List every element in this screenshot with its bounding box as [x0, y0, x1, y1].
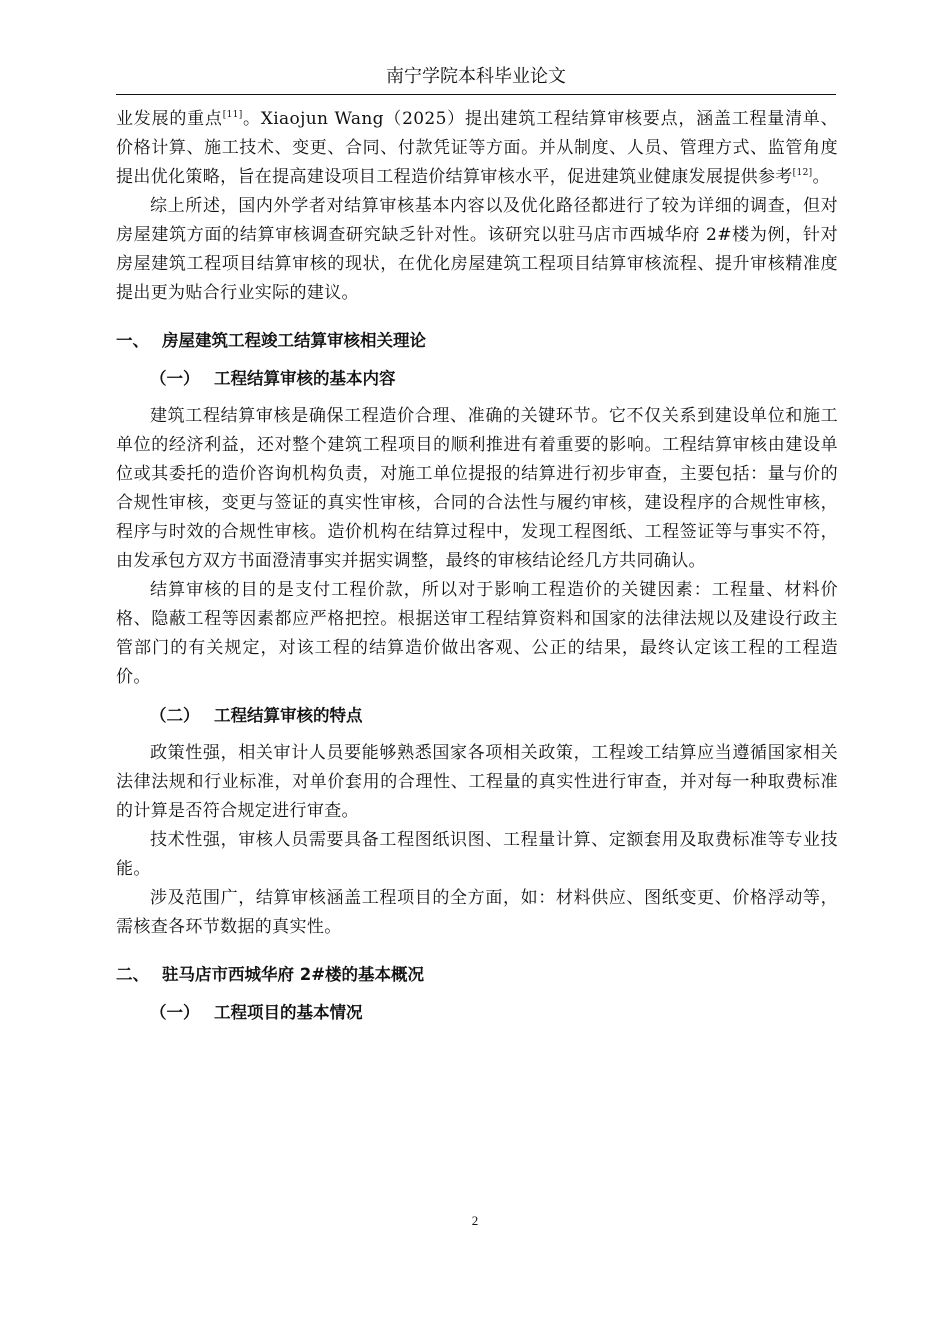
subsection-number: （一）: [150, 1003, 200, 1022]
subsection-heading-1-2: [150, 701, 838, 730]
subsection-title: 工程结算审核的基本内容: [214, 369, 396, 388]
subsection-number: （二）: [150, 706, 200, 725]
section-heading-2: [116, 960, 838, 989]
subsection-heading-1-1: [150, 364, 838, 393]
paragraph: 技术性强，审核人员需要具备工程图纸识图、工程量计算、定额套用及取费标准等专业技能。: [116, 830, 838, 879]
subsection-heading-2-1: [150, 998, 838, 1027]
section-title: 驻马店市西城华府 2#楼的基本概况: [162, 965, 425, 984]
section-title: 房屋建筑工程竣工结算审核相关理论: [162, 331, 426, 350]
body-content: [116, 105, 838, 1036]
paragraph-continued: [116, 105, 838, 192]
paragraph-text: 。Xiaojun Wang（2025）提出建筑工程结算审核要点，涵盖工程量清单、价格计算、施工技术、变更、合同、付款凭证等方面。并从制度、人员、管理方式、监管角度提出优化策略，旨在提高建设项目工程造价结算审核水平，促进建筑业健康发展提供参考: [116, 109, 838, 187]
citation-ref: [12]: [792, 168, 813, 178]
paragraph-text: 。: [812, 167, 830, 187]
paragraph-summary: 综上所述，国内外学者对结算审核基本内容以及优化路径都进行了较为详细的调查，但对房屋建筑方面的结算审核调查研究缺乏针对性。该研究以驻马店市西城华府 2#楼为例，针对房屋建筑工程项目结算审核的现状，在优化房屋建筑工程项目结算审核流程、提升审核精准度提出更为贴合行业实际的建议。: [116, 196, 838, 303]
paragraph: 政策性强，相关审计人员要能够熟悉国家各项相关政策，工程竣工结算应当遵循国家相关法律法规和行业标准，对单价套用的合理性、工程量的真实性进行审查，并对每一种取费标准的计算是否符合规定进行审查。: [116, 743, 838, 821]
page-number: 2: [471, 1213, 479, 1228]
paragraph-text: 业发展的重点: [116, 109, 223, 129]
paragraph: 结算审核的目的是支付工程价款，所以对于影响工程造价的关键因素：工程量、材料价格、隐蔽工程等因素都应严格把控。根据送审工程结算资料和国家的法律法规以及建设行政主管部门的有关规定，对该工程的结算造价做出客观、公正的结果，最终认定该工程的工程造价。: [116, 580, 838, 687]
subsection-title: 工程项目的基本情况: [214, 1003, 363, 1022]
subsection-title: 工程结算审核的特点: [214, 706, 363, 725]
section-number: 一、: [116, 331, 149, 350]
page-header: 南宁学院本科毕业论文: [386, 66, 566, 87]
header-rule: [116, 94, 836, 95]
subsection-number: （一）: [150, 369, 200, 388]
section-number: 二、: [116, 965, 149, 984]
paragraph: 涉及范围广，结算审核涵盖工程项目的全方面，如：材料供应、图纸变更、价格浮动等，需核查各环节数据的真实性。: [116, 888, 838, 937]
paragraph: 建筑工程结算审核是确保工程造价合理、准确的关键环节。它不仅关系到建设单位和施工单位的经济利益，还对整个建筑工程项目的顺利推进有着重要的影响。工程结算审核由建设单位或其委托的造价咨询机构负责，对施工单位提报的结算进行初步审查，主要包括：量与价的合规性审核，变更与签证的真实性审核，合同的合法性与履约审核，建设程序的合规性审核，程序与时效的合规性审核。造价机构在结算过程中，发现工程图纸、工程签证等与事实不符，由发承包方双方书面澄清事实并据实调整，最终的审核结论经几方共同确认。: [116, 406, 838, 571]
section-heading-1: [116, 326, 838, 355]
citation-ref: [11]: [222, 110, 243, 120]
